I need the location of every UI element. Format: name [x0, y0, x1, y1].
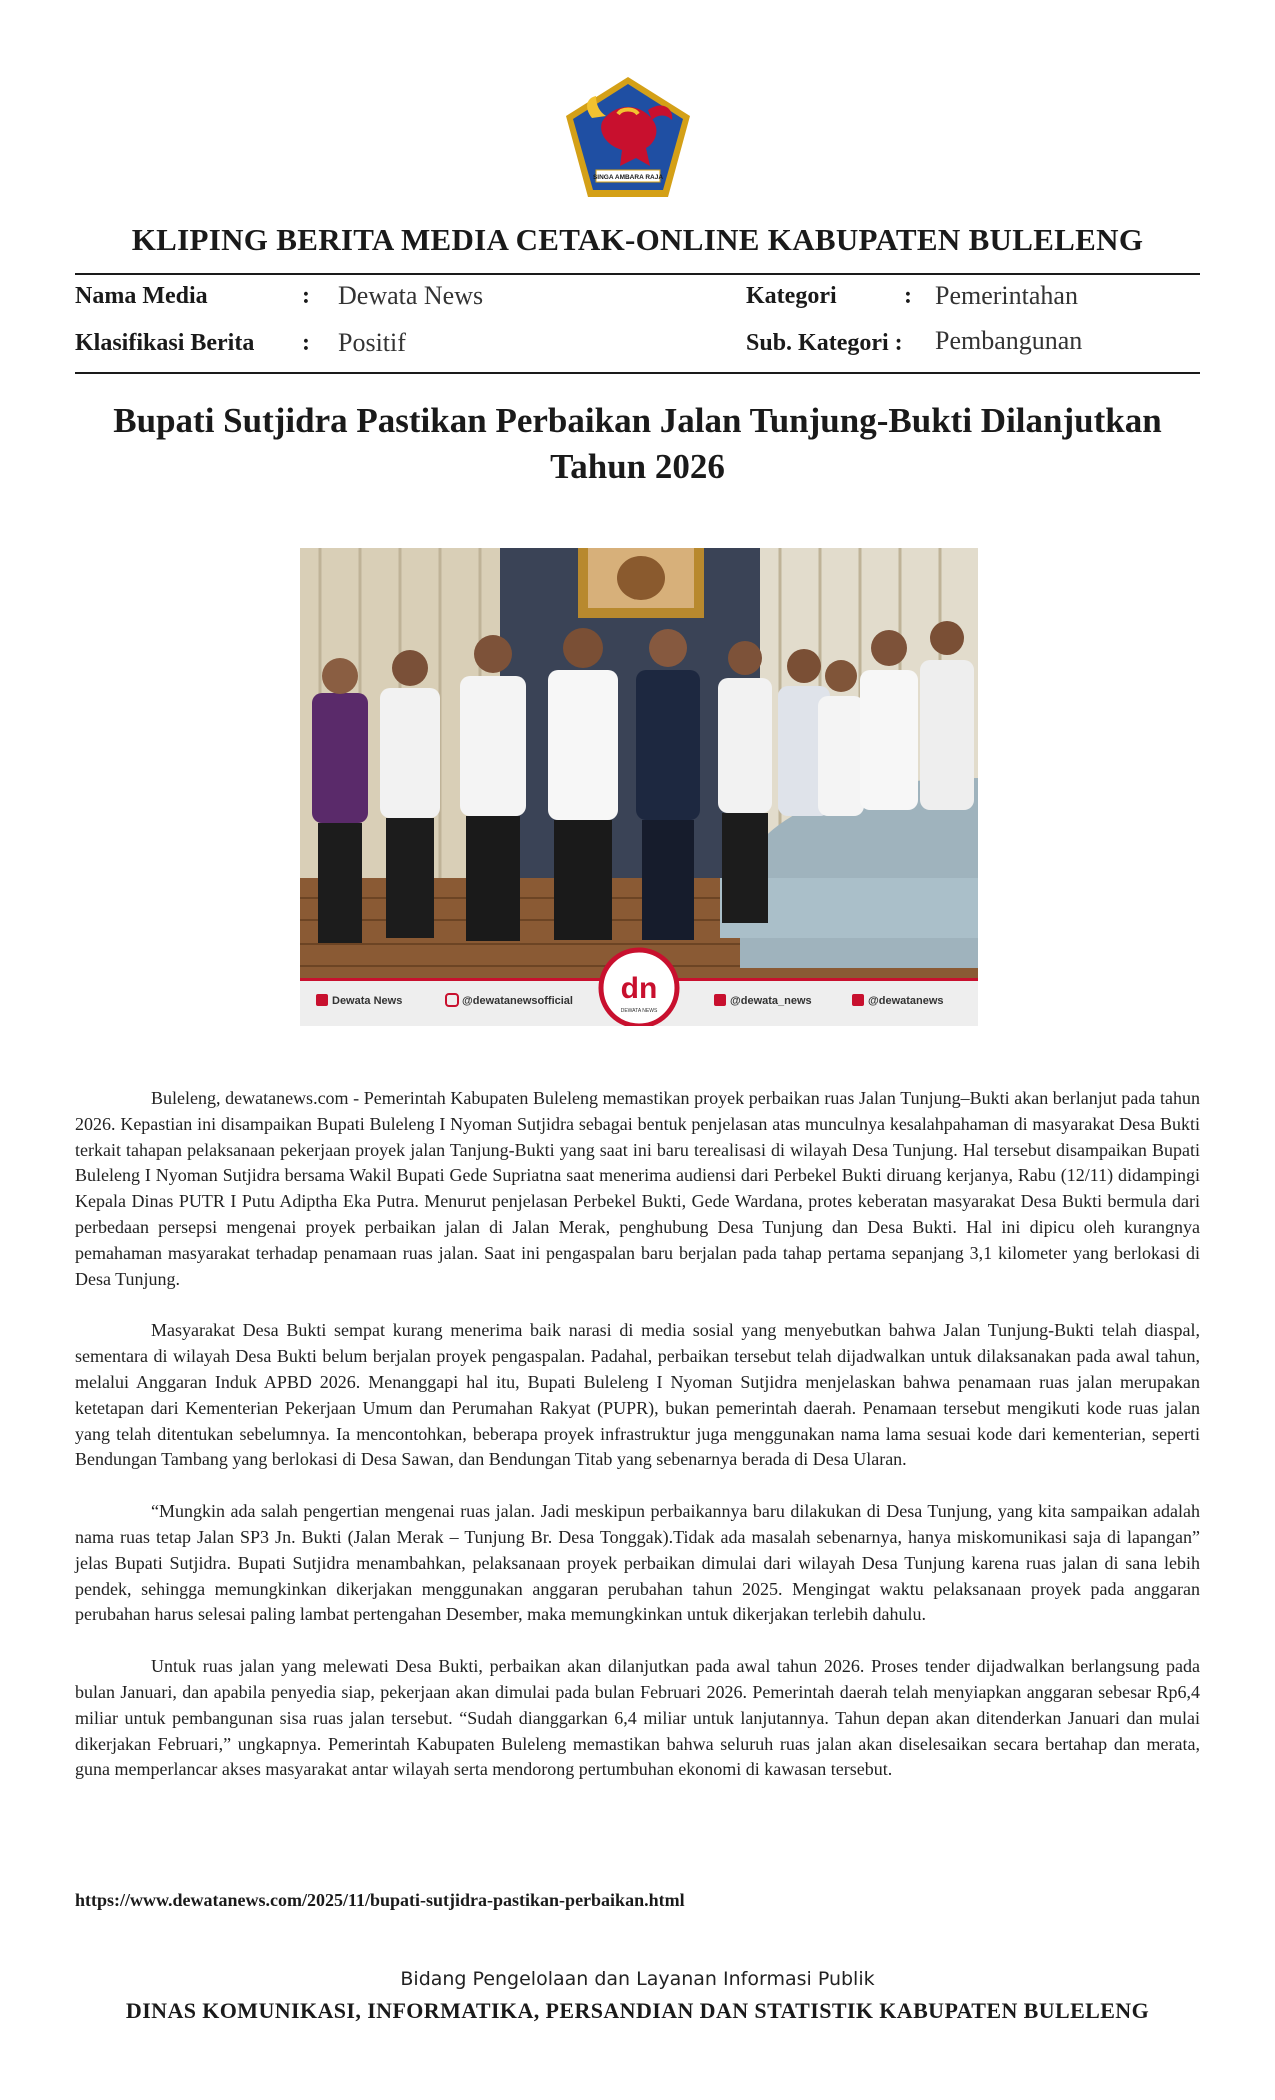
divider-bottom — [75, 372, 1200, 374]
source-url-link[interactable]: https://www.dewatanews.com/2025/11/bupati-sutjidra-pastikan-perbaikan.html — [75, 1890, 685, 1910]
divider-top — [75, 273, 1200, 275]
group-photo-image — [300, 548, 978, 1026]
footer-division: Bidang Pengelolaan dan Layanan Informasi Publik — [400, 1968, 875, 1990]
classification-value: Positif — [338, 328, 406, 357]
article-paragraph-4: Untuk ruas jalan yang melewati Desa Bukti, perbaikan akan dilanjutkan pada awal tahun 2026. Proses tender dijadwalkan berlangsung pada bulan Januari, dan apabila penyedia siap, pekerjaan akan dimulai pada bulan Februari 2026. Pemerintah daerah telah menyiapkan anggaran sebesar Rp6,4 miliar untuk pembangunan sisa ruas jalan tersebut. “Sudah dianggarkan 6,4 miliar untuk lanjutannya. Tahun depan akan ditenderkan Januari dan mulai dikerjakan Februari,” ungkapnya. Pemerintah Kabupaten Buleleng memastikan bahwa seluruh ruas jalan akan diselesaikan secara bertahap dan merata, guna memperlancar akses masyarakat antar wilayah serta mendorong pertumbuhan ekonomi di kawasan tersebut. — [75, 1656, 1200, 1780]
social-instagram-label: @dewatanewsofficial — [462, 995, 573, 1007]
media-label: Nama Media — [75, 283, 208, 309]
buleleng-crest-icon — [562, 74, 694, 200]
media-value: Dewata News — [338, 281, 484, 310]
dewata-news-logo-subtext: DEWATA NEWS — [620, 1008, 658, 1014]
article-body — [75, 1086, 1200, 1809]
subcategory-value: Pembangunan — [935, 326, 1083, 355]
article-paragraph-2: Masyarakat Desa Bukti sempat kurang menerima baik narasi di media sosial yang menyebutkan bahwa Jalan Tunjung-Bukti telah diaspal, sementara di wilayah Desa Bukti belum berjalan proyek pengaspalan. Padahal, perbaikan tersebut telah dijadwalkan untuk dilaksanakan pada awal tahun, melalui Anggaran Induk APBD 2026. Menanggapi hal itu, Bupati Buleleng I Nyoman Sutjidra menjelaskan bahwa penamaan ruas jalan merupakan ketetapan dari Kementerian Pekerjaan Umum dan Perumahan Rakyat (PUPR), bukan pemerintah daerah. Penamaan tersebut mengikuti kode ruas jalan yang telah ditentukan sebelumnya. Ia mencontohkan, beberapa proyek infrastruktur juga menggunakan nama lama sesuai kode dari kementerian, seperti Bendungan Tambang yang berlokasi di Desa Sawan, dan Bendungan Titab yang sebenarnya berada di Desa Ularan. — [75, 1320, 1200, 1470]
twitter-icon — [714, 994, 726, 1006]
social-tiktok-label: @dewatanews — [868, 995, 944, 1007]
tiktok-icon — [852, 994, 864, 1006]
article-paragraph-1: Buleleng, dewatanews.com - Pemerintah Kabupaten Buleleng memastikan proyek perbaikan ruas Jalan Tunjung–Bukti akan berlanjut pada tahun 2026. Kepastian ini disampaikan Bupati Buleleng I Nyoman Sutjidra sebagai bentuk penjelasan atas munculnya kesalahpahaman di masyarakat Desa Bukti terkait tahapan pelaksanaan pekerjaan proyek jalan Tanjung-Bukti yang saat ini baru terealisasi di wilayah Desa Tunjung. Hal tersebut disampaikan Bupati Buleleng I Nyoman Sutjidra bersama Wakil Bupati Gede Supriatna saat menerima audiensi dari Perbekel Bukti diruang kerjanya, Rabu (12/11) didampingi Kepala Dinas PUTR I Putu Adiptha Eka Putra. Menurut penjelasan Perbekel Bukti, Gede Wardana, protes keberatan masyarakat Desa Bukti bermula dari perbedaan persepsi mengenai proyek perbaikan jalan di Jalan Merak, penghubung Desa Tunjung dan Desa Bukti. Hal ini dipicu oleh kurangnya pemahaman masyarakat terhadap penamaan ruas jalan. Saat ini pengaspalan baru berjalan pada tahap pertama sepanjang 3,1 kilometer yang berlokasi di Desa Tunjung. — [75, 1088, 1200, 1289]
footer-agency: DINAS KOMUNIKASI, INFORMATIKA, PERSANDIAN DAN STATISTIK KABUPATEN BULELENG — [125, 1998, 1150, 2023]
buleleng-crest-logo — [562, 74, 694, 200]
article-photo — [300, 548, 978, 1026]
category-colon: : — [904, 283, 912, 309]
headline-line-1: Bupati Sutjidra Pastikan Perbaikan Jalan Tunjung-Bukti Dilanjutkan — [113, 401, 1162, 440]
social-twitter-label: @dewata_news — [730, 995, 812, 1007]
article-paragraph-3: “Mungkin ada salah pengertian mengenai ruas jalan. Jadi meskipun perbaikannya baru dilakukan di Desa Tunjung, yang kita sampaikan adalah nama ruas tetap Jalan SP3 Jn. Bukti (Jalan Merak – Tunjung Br. Desa Tonggak).Tidak ada masalah sebenarnya, hanya miskomunikasi saja di lapangan” jelas Bupati Sutjidra. Bupati Sutjidra menambahkan, pelaksanaan proyek perbaikan dimulai dari wilayah Desa Tunjung karena ruas jalan di sana lebih pendek, sehingga memungkinkan dikerjakan menggunakan anggaran perubahan tahun 2025. Mengingat waktu pelaksanaan proyek pada anggaran perubahan harus selesai paling lambat pertengahan Desember, maka memungkinkan untuk dikerjakan terlebih dahulu. — [75, 1501, 1200, 1625]
subcategory-label: Sub. Kategori : — [746, 330, 903, 356]
crest-motto: SINGA AMBARA RAJA — [592, 174, 664, 181]
dewata-news-logo-text: dn — [620, 972, 658, 1005]
article-headline — [75, 398, 1200, 490]
facebook-icon — [316, 994, 328, 1006]
category-value: Pemerintahan — [935, 281, 1078, 310]
media-colon: : — [302, 283, 310, 309]
category-label: Kategori — [746, 283, 837, 309]
classification-label: Klasifikasi Berita — [75, 330, 255, 356]
headline-line-2: Tahun 2026 — [550, 447, 725, 486]
document-title: KLIPING BERITA MEDIA CETAK-ONLINE KABUPATEN BULELENG — [131, 222, 1144, 257]
social-facebook-label: Dewata News — [332, 995, 403, 1007]
classification-colon: : — [302, 330, 310, 356]
